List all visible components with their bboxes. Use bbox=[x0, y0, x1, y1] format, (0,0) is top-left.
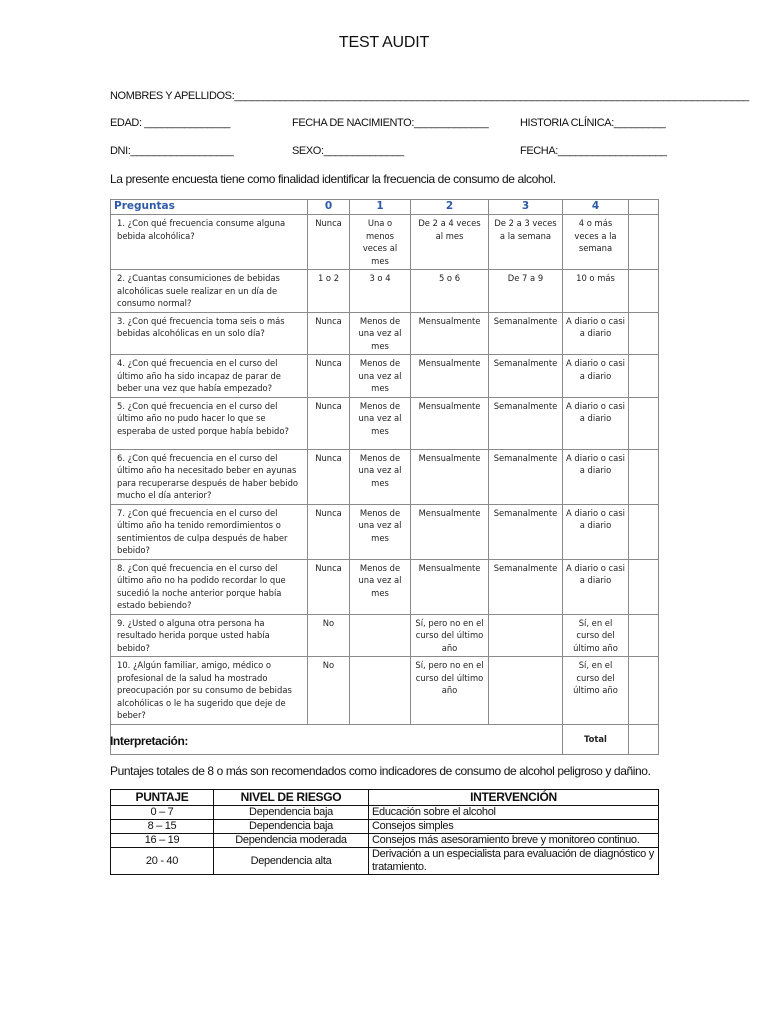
total-label: Total bbox=[563, 724, 629, 754]
table-row bbox=[111, 312, 659, 355]
answer-option-2[interactable]: Sí, pero no en el curso del último año bbox=[411, 614, 489, 657]
risk-level: Dependencia baja bbox=[214, 820, 369, 834]
answer-option-1[interactable]: Menos de una vez al mes bbox=[350, 397, 411, 449]
answer-option-3[interactable]: Semanalmente bbox=[489, 559, 563, 614]
answer-option-0[interactable]: Nunca bbox=[308, 355, 350, 398]
answer-option-0[interactable]: Nunca bbox=[308, 559, 350, 614]
answer-option-4[interactable]: A diario o casi a diario bbox=[563, 355, 629, 398]
answer-option-2[interactable]: Mensualmente bbox=[411, 397, 489, 449]
birthdate-field[interactable]: FECHA DE NACIMIENTO:_____________ bbox=[292, 117, 489, 129]
document-title: TEST AUDIT bbox=[338, 34, 430, 51]
score-range: 8 – 15 bbox=[111, 820, 214, 834]
interpretation-note: Puntajes totales de 8 o más son recomendados como indicadores de consumo de alcohol peligroso y dañino. bbox=[110, 764, 651, 778]
score-range: 0 – 7 bbox=[111, 806, 214, 820]
table-row bbox=[111, 834, 659, 848]
answer-option-0[interactable]: Nunca bbox=[308, 215, 350, 270]
answer-option-4[interactable]: A diario o casi a diario bbox=[563, 559, 629, 614]
answer-option-1[interactable]: Menos de una vez al mes bbox=[350, 312, 411, 355]
answer-option-4[interactable]: A diario o casi a diario bbox=[563, 312, 629, 355]
answer-option-4[interactable]: Sí, en el curso del último año bbox=[563, 614, 629, 657]
answer-option-3[interactable]: Semanalmente bbox=[489, 449, 563, 504]
answer-option-3[interactable]: Semanalmente bbox=[489, 397, 563, 449]
intervention: Educación sobre el alcohol bbox=[369, 806, 659, 820]
answer-option-2[interactable]: De 2 a 4 veces al mes bbox=[411, 215, 489, 270]
answer-option-3[interactable] bbox=[489, 614, 563, 657]
risk-level: Dependencia baja bbox=[214, 806, 369, 820]
question-text: 8. ¿Con qué frecuencia en el curso del último año no ha podido recordar lo que sucedió la noche anterior porque había estado bebiendo? bbox=[111, 559, 308, 614]
header-score-4: 4 bbox=[563, 200, 629, 215]
dni-field[interactable]: DNI:__________________ bbox=[110, 145, 234, 157]
clinical-history-field[interactable]: HISTORIA CLÍNICA:_________ bbox=[520, 117, 666, 129]
answer-option-3[interactable] bbox=[489, 657, 563, 725]
answer-option-0[interactable]: No bbox=[308, 657, 350, 725]
header-score-1: 1 bbox=[350, 200, 411, 215]
answer-option-0[interactable]: Nunca bbox=[308, 397, 350, 449]
names-field[interactable]: NOMBRES Y APELLIDOS:__________________________________________________________________________________________ bbox=[110, 90, 749, 102]
answer-option-2[interactable]: 5 o 6 bbox=[411, 270, 489, 313]
answer-option-0[interactable]: Nunca bbox=[308, 504, 350, 559]
edad-field[interactable]: EDAD: _______________ bbox=[110, 117, 231, 129]
score-range: 20 - 40 bbox=[111, 848, 214, 875]
question-text: 2. ¿Cuantas consumiciones de bebidas alcohólicas suele realizar en un día de consumo normal? bbox=[111, 270, 308, 313]
header-score-3: 3 bbox=[489, 200, 563, 215]
intervention: Consejos más asesoramiento breve y monitoreo continuo. bbox=[369, 834, 659, 848]
question-text: 7. ¿Con qué frecuencia en el curso del último año ha tenido remordimientos o sentimientos de culpa después de haber bebido? bbox=[111, 504, 308, 559]
score-cell[interactable] bbox=[629, 559, 659, 614]
risk-level: Dependencia moderada bbox=[214, 834, 369, 848]
header-preguntas: Preguntas bbox=[111, 200, 308, 215]
audit-questionnaire-table bbox=[110, 199, 659, 755]
question-text: 1. ¿Con qué frecuencia consume alguna bebida alcohólica? bbox=[111, 215, 308, 270]
header-puntaje: PUNTAJE bbox=[111, 790, 214, 806]
header-intervencion: INTERVENCIÓN bbox=[369, 790, 659, 806]
question-text: 6. ¿Con qué frecuencia en el curso del último año ha necesitado beber en ayunas para recuperarse después de haber bebido mucho el día anterior? bbox=[111, 449, 308, 504]
answer-option-1[interactable]: Menos de una vez al mes bbox=[350, 355, 411, 398]
answer-option-1[interactable]: Menos de una vez al mes bbox=[350, 559, 411, 614]
date-field[interactable]: FECHA:___________________ bbox=[520, 145, 667, 157]
score-range: 16 – 19 bbox=[111, 834, 214, 848]
score-cell[interactable] bbox=[629, 657, 659, 725]
answer-option-4[interactable]: A diario o casi a diario bbox=[563, 504, 629, 559]
answer-option-2[interactable]: Mensualmente bbox=[411, 559, 489, 614]
risk-level-table bbox=[110, 789, 659, 875]
table-row bbox=[111, 657, 659, 725]
table-row bbox=[111, 397, 659, 449]
header-points bbox=[629, 200, 659, 215]
score-cell[interactable] bbox=[629, 355, 659, 398]
sex-field[interactable]: SEXO:______________ bbox=[292, 145, 404, 157]
table-row bbox=[111, 270, 659, 313]
answer-option-0[interactable]: Nunca bbox=[308, 449, 350, 504]
questionnaire-header-row bbox=[111, 200, 659, 215]
risk-level: Dependencia alta bbox=[214, 848, 369, 875]
table-row bbox=[111, 559, 659, 614]
header-score-0: 0 bbox=[308, 200, 350, 215]
table-row bbox=[111, 806, 659, 820]
answer-option-0[interactable]: Nunca bbox=[308, 312, 350, 355]
answer-option-3[interactable]: De 7 a 9 bbox=[489, 270, 563, 313]
question-text: 5. ¿Con qué frecuencia en el curso del último año no pudo hacer lo que se esperaba de usted porque había bebido? bbox=[111, 397, 308, 449]
score-cell[interactable] bbox=[629, 270, 659, 313]
answer-option-1[interactable]: Una o menos veces al mes bbox=[350, 215, 411, 270]
total-row bbox=[111, 724, 659, 754]
header-nivel-riesgo: NIVEL DE RIESGO bbox=[214, 790, 369, 806]
question-text: 9. ¿Usted o alguna otra persona ha resultado herida porque usted había bebido? bbox=[111, 614, 308, 657]
table-row bbox=[111, 355, 659, 398]
intro-text: La presente encuesta tiene como finalidad identificar la frecuencia de consumo de alcohol. bbox=[110, 172, 556, 186]
question-text: 10. ¿Algún familiar, amigo, médico o profesional de la salud ha mostrado preocupación por su consumo de bebidas alcohólicas o le ha sugerido que deje de beber? bbox=[111, 657, 308, 725]
answer-option-2[interactable]: Mensualmente bbox=[411, 504, 489, 559]
answer-option-1[interactable]: 3 o 4 bbox=[350, 270, 411, 313]
answer-option-2[interactable]: Mensualmente bbox=[411, 449, 489, 504]
answer-option-1[interactable]: Menos de una vez al mes bbox=[350, 449, 411, 504]
table-row bbox=[111, 215, 659, 270]
header-score-2: 2 bbox=[411, 200, 489, 215]
answer-option-0[interactable]: 1 o 2 bbox=[308, 270, 350, 313]
score-cell[interactable] bbox=[629, 397, 659, 449]
score-cell[interactable] bbox=[629, 312, 659, 355]
answer-option-4[interactable]: 10 o más bbox=[563, 270, 629, 313]
intervention: Derivación a un especialista para evaluación de diagnóstico y tratamiento. bbox=[369, 848, 659, 875]
score-cell[interactable] bbox=[629, 504, 659, 559]
risk-header-row bbox=[111, 790, 659, 806]
answer-option-0[interactable]: No bbox=[308, 614, 350, 657]
question-text: 4. ¿Con qué frecuencia en el curso del último año ha sido incapaz de parar de beber una vez que había empezado? bbox=[111, 355, 308, 398]
answer-option-3[interactable]: Semanalmente bbox=[489, 355, 563, 398]
score-cell[interactable] bbox=[629, 449, 659, 504]
answer-option-2[interactable]: Sí, pero no en el curso del último año bbox=[411, 657, 489, 725]
answer-option-3[interactable]: Semanalmente bbox=[489, 312, 563, 355]
answer-option-4[interactable]: 4 o más veces a la semana bbox=[563, 215, 629, 270]
answer-option-2[interactable]: Mensualmente bbox=[411, 312, 489, 355]
answer-option-1[interactable] bbox=[350, 657, 411, 725]
answer-option-2[interactable]: Mensualmente bbox=[411, 355, 489, 398]
score-cell[interactable] bbox=[629, 614, 659, 657]
table-row bbox=[111, 449, 659, 504]
interpretation-heading: Interpretación: bbox=[110, 734, 189, 748]
answer-option-3[interactable]: Semanalmente bbox=[489, 504, 563, 559]
answer-option-1[interactable] bbox=[350, 614, 411, 657]
table-row bbox=[111, 614, 659, 657]
answer-option-4[interactable]: A diario o casi a diario bbox=[563, 397, 629, 449]
total-score-cell[interactable] bbox=[629, 724, 659, 754]
table-row bbox=[111, 820, 659, 834]
score-cell[interactable] bbox=[629, 215, 659, 270]
answer-option-1[interactable]: Menos de una vez al mes bbox=[350, 504, 411, 559]
table-row bbox=[111, 504, 659, 559]
table-row bbox=[111, 848, 659, 875]
answer-option-4[interactable]: A diario o casi a diario bbox=[563, 449, 629, 504]
intervention: Consejos simples bbox=[369, 820, 659, 834]
answer-option-3[interactable]: De 2 a 3 veces a la semana bbox=[489, 215, 563, 270]
question-text: 3. ¿Con qué frecuencia toma seis o más bebidas alcohólicas en un solo día? bbox=[111, 312, 308, 355]
answer-option-4[interactable]: Sí, en el curso del último año bbox=[563, 657, 629, 725]
